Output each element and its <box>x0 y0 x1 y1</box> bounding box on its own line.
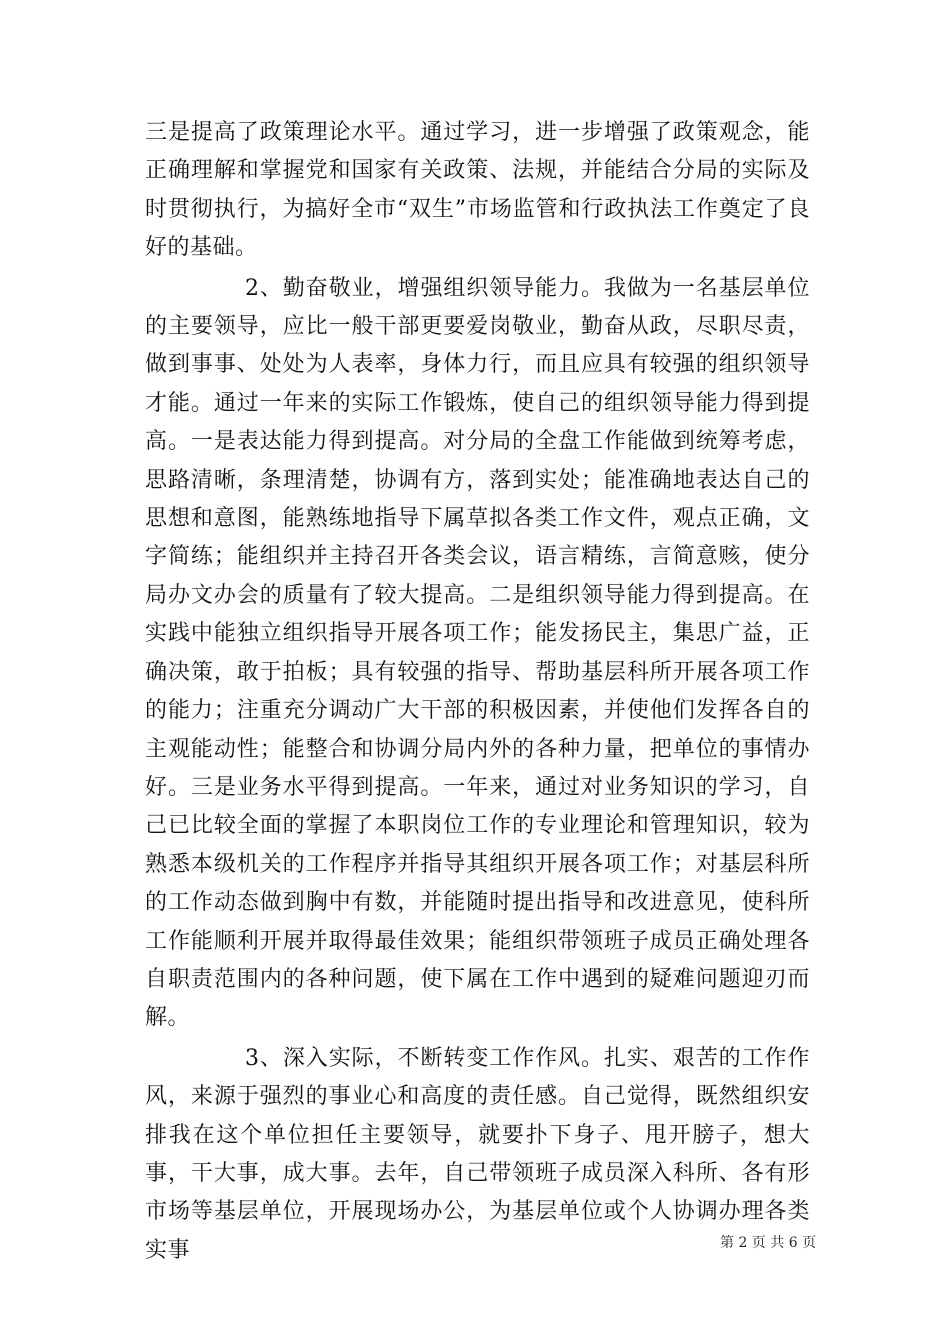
paragraph-work-style: 3、深入实际，不断转变工作作风。扎实、艰苦的工作作风，来源于强烈的事业心和高度的责任感。自己觉得，既然组织安排我在这个单位担任主要领导，就要扑下身子、甩开膀子，想大事，干大事，成大事。去年，自己带领班子成员深入科所、各有形市场等基层单位，开展现场办公，为基层单位或个人协调办理各类实事 <box>145 1045 810 1263</box>
document-body <box>145 114 810 1272</box>
paragraph-leadership-ability: 2、勤奋敬业，增强组织领导能力。我做为一名基层单位的主要领导，应比一般干部更要爱岗敬业，勤奋从政，尽职尽责，做到事事、处处为人表率，身体力行，而且应具有较强的组织领导才能。通过一年来的实际工作锻炼，使自己的组织领导能力得到提高。一是表达能力得到提高。对分局的全盘工作能做到统筹考虑，思路清晰，条理清楚，协调有方，落到实处；能准确地表达自己的思想和意图，能熟练地指导下属草拟各类工作文件，观点正确，文字简练；能组织并主持召开各类会议，语言精练，言简意赅，使分局办文办会的质量有了较大提高。二是组织领导能力得到提高。在实践中能独立组织指导开展各项工作；能发扬民主，集思广益，正确决策，敢于拍板；具有较强的指导、帮助基层科所开展各项工作的能力；注重充分调动广大干部的积极因素，并使他们发挥各自的主观能动性；能整合和协调分局内外的各种力量，把单位的事情办好。三是业务水平得到提高。一年来，通过对业务知识的学习，自己已比较全面的掌握了本职岗位工作的专业理论和管理知识，较为熟悉本级机关的工作程序并指导其组织开展各项工作；对基层科所的工作动态做到胸中有数，并能随时提出指导和改进意见，使科所工作能顺利开展并取得最佳效果；能组织带领班子成员正确处理各自职责范围内的各种问题，使下属在工作中遇到的疑难问题迎刃而解。 <box>145 275 810 1031</box>
paragraph-policy-theory: 三是提高了政策理论水平。通过学习，进一步增强了政策观念，能正确理解和掌握党和国家有关政策、法规，并能结合分局的实际及时贯彻执行，为搞好全市“双生”市场监管和行政执法工作奠定了良好的基础。 <box>145 120 810 261</box>
page-number-footer: 第 2 页 共 6 页 <box>720 1235 817 1251</box>
